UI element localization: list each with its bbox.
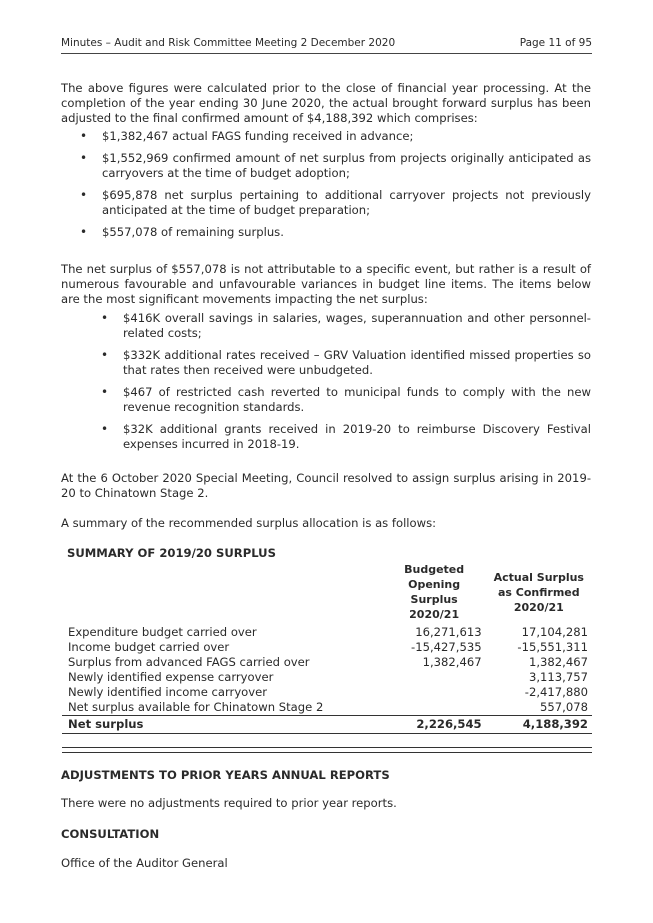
bullet-icon: • bbox=[80, 225, 88, 239]
list-item: • $1,552,969 confirmed amount of net surplus from projects originally anticipated as carryovers at the time of budget adoption; bbox=[80, 151, 591, 180]
page-header bbox=[61, 37, 592, 54]
bullet-icon: • bbox=[80, 151, 88, 165]
list-item: • $416K overall savings in salaries, wages, superannuation and other personnel-related costs; bbox=[101, 311, 591, 340]
net-surplus-paragraph: The net surplus of $557,078 is not attributable to a specific event, but rather is a result of numerous favourable and unfavourable variances in budget line items. The items below are the most significant movements impacting the net surplus: bbox=[61, 262, 591, 306]
adjustments-heading: ADJUSTMENTS TO PRIOR YEARS ANNUAL REPORTS bbox=[61, 768, 390, 782]
list-item: • $32K additional grants received in 2019-20 to reimburse Discovery Festival expenses incurred in 2018-19. bbox=[101, 422, 591, 451]
table-row: Newly identified expense carryover 3,113,757 bbox=[68, 670, 588, 684]
summary-intro-paragraph: A summary of the recommended surplus allocation is as follows: bbox=[61, 516, 437, 530]
table-row: Surplus from advanced FAGS carried over 1,382,467 1,382,467 bbox=[68, 655, 588, 669]
list-item: • $467 of restricted cash reverted to municipal funds to comply with the new revenue recognition standards. bbox=[101, 385, 591, 414]
column-header-budgeted: Budgeted Opening Surplus 2020/21 bbox=[404, 563, 465, 621]
list-item: • $557,078 of remaining surplus. bbox=[80, 225, 284, 239]
table-header-row bbox=[62, 562, 592, 625]
table-row: Expenditure budget carried over 16,271,613 17,104,281 bbox=[68, 625, 588, 639]
surplus-summary-table bbox=[62, 562, 592, 748]
column-header-actual: Actual Surplus as Confirmed 2020/21 bbox=[493, 570, 584, 614]
page-number: Page 11 of 95 bbox=[519, 37, 592, 49]
intro-paragraph: The above figures were calculated prior to the close of financial year processing. At the completion of the year ending 30 June 2020, the actual brought forward surplus has been adjusted to the final confirmed amount of $4,188,392 which comprises: bbox=[61, 81, 591, 125]
bullet-icon: • bbox=[80, 129, 88, 143]
list-item: • $1,382,467 actual FAGS funding received in advance; bbox=[80, 129, 414, 143]
table-title: SUMMARY OF 2019/20 SURPLUS bbox=[67, 546, 276, 560]
list-item: • $695,878 net surplus pertaining to additional carryover projects not previously anticipated at the time of budget preparation; bbox=[80, 188, 591, 217]
table-bottom-rule bbox=[62, 747, 592, 753]
consultation-heading: CONSULTATION bbox=[61, 827, 160, 841]
special-meeting-paragraph: At the 6 October 2020 Special Meeting, Council resolved to assign surplus arising in 2019-20 to Chinatown Stage 2. bbox=[61, 471, 591, 500]
bullet-icon: • bbox=[101, 311, 109, 325]
consultation-text: Office of the Auditor General bbox=[61, 856, 228, 870]
table-row: Net surplus available for Chinatown Stage 2 557,078 bbox=[68, 700, 588, 714]
bullet-icon: • bbox=[101, 422, 109, 436]
list-item: • $332K additional rates received – GRV Valuation identified missed properties so that rates then received were unbudgeted. bbox=[101, 348, 591, 377]
header-title: Minutes – Audit and Risk Committee Meeting 2 December 2020 bbox=[61, 37, 396, 49]
adjustments-text: There were no adjustments required to prior year reports. bbox=[61, 796, 397, 810]
bullet-icon: • bbox=[101, 385, 109, 399]
bullet-icon: • bbox=[101, 348, 109, 362]
movements-list bbox=[101, 311, 591, 459]
table-row: Income budget carried over -15,427,535 -15,551,311 bbox=[68, 640, 588, 654]
table-row: Newly identified income carryover -2,417,880 bbox=[68, 685, 588, 699]
bullet-icon: • bbox=[80, 188, 88, 202]
surplus-components-list bbox=[80, 129, 591, 247]
table-total-row: Net surplus 2,226,545 4,188,392 bbox=[62, 716, 592, 734]
